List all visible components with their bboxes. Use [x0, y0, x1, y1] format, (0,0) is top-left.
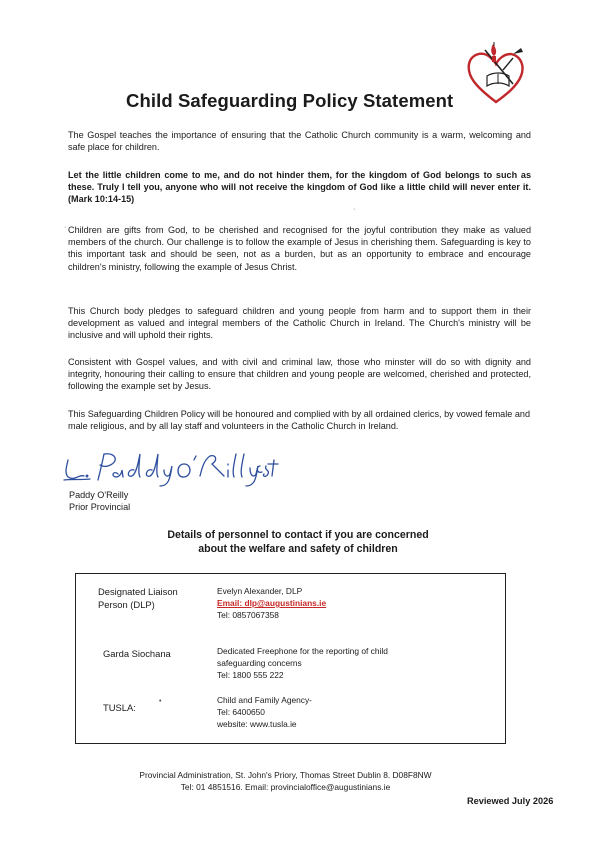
- pledge-paragraph: This Church body pledges to safeguard children and young people from harm and to support them in their development as valued and integral members of the Catholic Church in Ireland. The Church's ministry will be inclusive and will uphold their rights.: [68, 306, 531, 341]
- signatory-name: Paddy O'Reilly: [69, 490, 129, 500]
- children-paragraph: Children are gifts from God, to be cherished and recognised for the joyful contribution they make as valued members of the church. Our challenge is to follow the example of Jesus in cherishing them. Safeguarding is key to this important task and should be seen, not as a burden, but as an opportunity to embrace and encourage children's ministry, following the example of Jesus Christ.: [68, 225, 531, 272]
- scan-mark: ·: [353, 206, 356, 213]
- scan-mark: •: [159, 698, 162, 705]
- contact-heading-line1: Details of personnel to contact if you are concerned: [167, 529, 429, 541]
- compliance-paragraph: This Safeguarding Children Policy will be honoured and complied with by all ordained clerics, by vowed female and male religious, and by all lay staff and volunteers in the Catholic Church in Ireland.: [68, 409, 531, 432]
- garda-label: Garda Siochana: [103, 648, 171, 659]
- garda-line2: safeguarding concerns: [217, 658, 302, 668]
- contact-details-box: [75, 573, 506, 744]
- intro-paragraph: The Gospel teaches the importance of ensuring that the Catholic Church community is a warm, welcoming and safe place for children.: [68, 130, 531, 153]
- tusla-agency: Child and Family Agency-: [217, 695, 312, 705]
- contact-heading-line2: about the welfare and safety of children: [198, 543, 398, 555]
- review-date: Reviewed July 2026: [467, 796, 554, 806]
- garda-line1: Dedicated Freephone for the reporting of child: [217, 646, 388, 656]
- dlp-name: Evelyn Alexander, DLP: [217, 586, 303, 596]
- page-title: Child Safeguarding Policy Statement: [126, 90, 454, 111]
- signatory-role: Prior Provincial: [69, 502, 131, 512]
- augustinian-heart-logo: [463, 40, 529, 108]
- gospel-values-paragraph: Consistent with Gospel values, and with civil and criminal law, those who minster will do so with dignity and integrity, honouring their calling to ensure that children and young people are welcomed, cherished and protected, following the example set by Jesus.: [68, 357, 531, 392]
- footer-contact: Tel: 01 4851516. Email: provincialoffice@augustinians.ie: [180, 782, 391, 792]
- dlp-email-link[interactable]: Email: dlp@augustinians.ie: [217, 598, 327, 608]
- handwritten-signature: [60, 446, 280, 488]
- tusla-phone: Tel: 6400650: [217, 707, 265, 717]
- scripture-quote: Let the little children come to me, and do not hinder them, for the kingdom of God belongs to such as these. Truly I tell you, anyone who will not receive the kingdom of God like a little child will never enter it. (Mark 10:14-15): [68, 170, 531, 205]
- tusla-website-link[interactable]: website: www.tusla.ie: [217, 719, 297, 729]
- garda-phone: Tel: 1800 555 222: [217, 670, 284, 680]
- dlp-label-line2: Person (DLP): [98, 599, 155, 610]
- dlp-label-line1: Designated Liaison: [98, 586, 178, 597]
- dlp-phone: Tel: 0857067358: [217, 610, 279, 620]
- tusla-label: TUSLA:: [103, 702, 136, 713]
- footer-address: Provincial Administration, St. John's Priory, Thomas Street Dublin 8. D08F8NW: [139, 770, 432, 780]
- scan-mark: ·: [64, 224, 67, 231]
